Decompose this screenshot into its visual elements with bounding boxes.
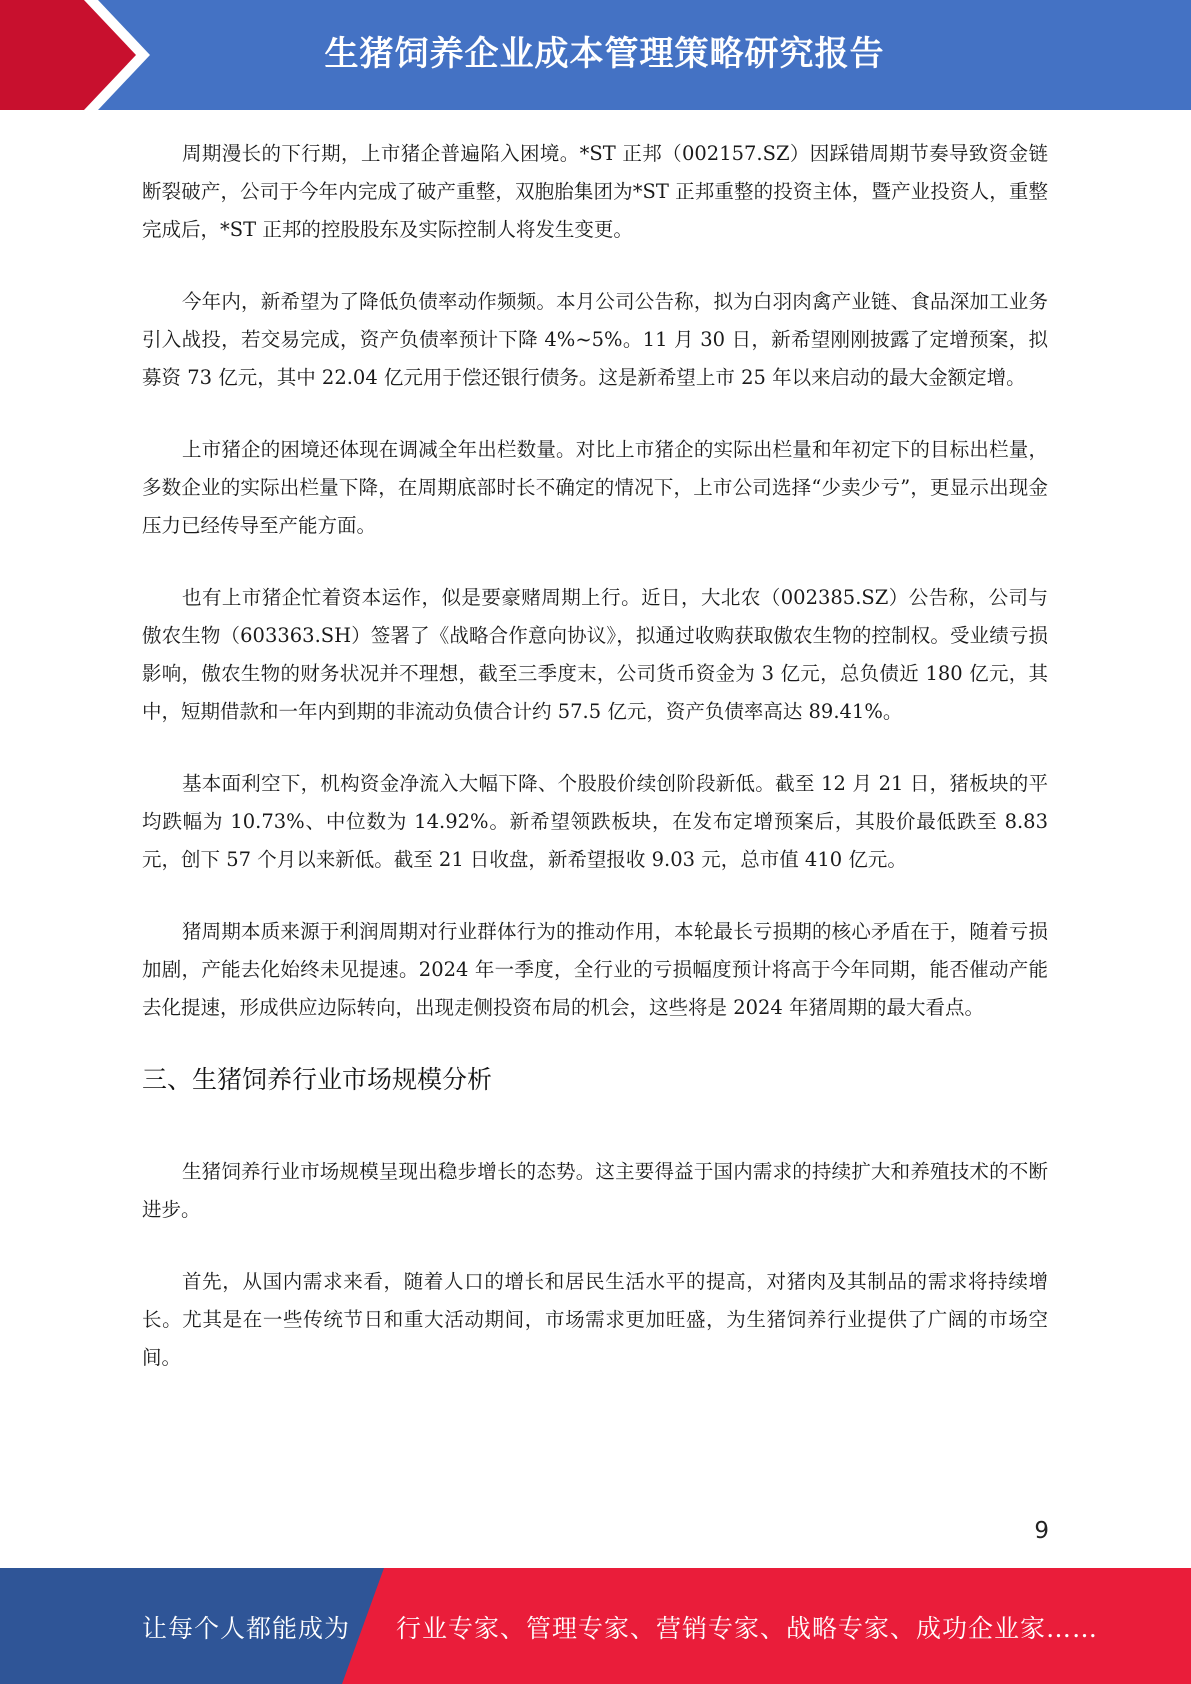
report-title: 生猪饲养企业成本管理策略研究报告 xyxy=(324,34,885,74)
paragraph: 生猪饲养行业市场规模呈现出稳步增长的态势。这主要得益于国内需求的持续扩大和养殖技术的不断进步。 xyxy=(142,1160,1048,1221)
paragraph: 周期漫长的下行期，上市猪企普遍陷入困境。*ST 正邦（002157.SZ）因踩错周期节奏导致资金链断裂破产，公司于今年内完成了破产重整，双胞胎集团为*ST 正邦重整的投资主体，暨产业投资人，重整完成后，*ST 正邦的控股股东及实际控制人将发生变更。 xyxy=(142,142,1048,241)
footer-slogan-right: 行业专家、管理专家、营销专家、战略专家、成功企业家…… xyxy=(396,1614,1099,1643)
paragraph: 上市猪企的困境还体现在调减全年出栏数量。对比上市猪企的实际出栏量和年初定下的目标出栏量，多数企业的实际出栏量下降，在周期底部时长不确定的情况下，上市公司选择“少卖少亏”，更显示出现金压力已经传导至产能方面。 xyxy=(142,438,1048,537)
document-body xyxy=(142,135,1048,1411)
section-heading: 三、生猪饲养行业市场规模分析 xyxy=(142,1065,493,1094)
page-footer xyxy=(0,1568,1191,1684)
footer-slogan-left: 让每个人都能成为 xyxy=(142,1614,351,1643)
paragraph: 基本面利空下，机构资金净流入大幅下降、个股股价续创阶段新低。截至 12 月 21 日，猪板块的平均跌幅为 10.73%、中位数为 14.92%。新希望领跌板块，在发布定增预案后，其股价最低跌至 8.83 元，创下 57 个月以来新低。截至 21 日收盘，新希望报收 9.03 元，总市值 410 亿元。 xyxy=(142,772,1048,871)
paragraph: 也有上市猪企忙着资本运作，似是要豪赌周期上行。近日，大北农（002385.SZ）公告称，公司与傲农生物（603363.SH）签署了《战略合作意向协议》，拟通过收购获取傲农生物的控制权。受业绩亏损影响，傲农生物的财务状况并不理想，截至三季度末，公司货币资金为 3 亿元，总负债近 180 亿元，其中，短期借款和一年内到期的非流动负债合计约 57.5 亿元，资产负债率高达 89.41%。 xyxy=(142,586,1048,723)
paragraph: 首先，从国内需求来看，随着人口的增长和居民生活水平的提高，对猪肉及其制品的需求将持续增长。尤其是在一些传统节日和重大活动期间，市场需求更加旺盛，为生猪饲养行业提供了广阔的市场空间。 xyxy=(142,1270,1048,1369)
page-header xyxy=(0,0,1191,110)
paragraph: 今年内，新希望为了降低负债率动作频频。本月公司公告称，拟为白羽肉禽产业链、食品深加工业务引入战投，若交易完成，资产负债率预计下降 4%~5%。11 月 30 日，新希望刚刚披露了定增预案，拟募资 73 亿元，其中 22.04 亿元用于偿还银行债务。这是新希望上市 25 年以来启动的最大金额定增。 xyxy=(142,290,1048,389)
paragraph: 猪周期本质来源于利润周期对行业群体行为的推动作用，本轮最长亏损期的核心矛盾在于，随着亏损加剧，产能去化始终未见提速。2024 年一季度，全行业的亏损幅度预计将高于今年同期，能否催动产能去化提速，形成供应边际转向，出现走侧投资布局的机会，这些将是 2024 年猪周期的最大看点。 xyxy=(142,920,1048,1019)
page-number: 9 xyxy=(1034,1518,1049,1544)
